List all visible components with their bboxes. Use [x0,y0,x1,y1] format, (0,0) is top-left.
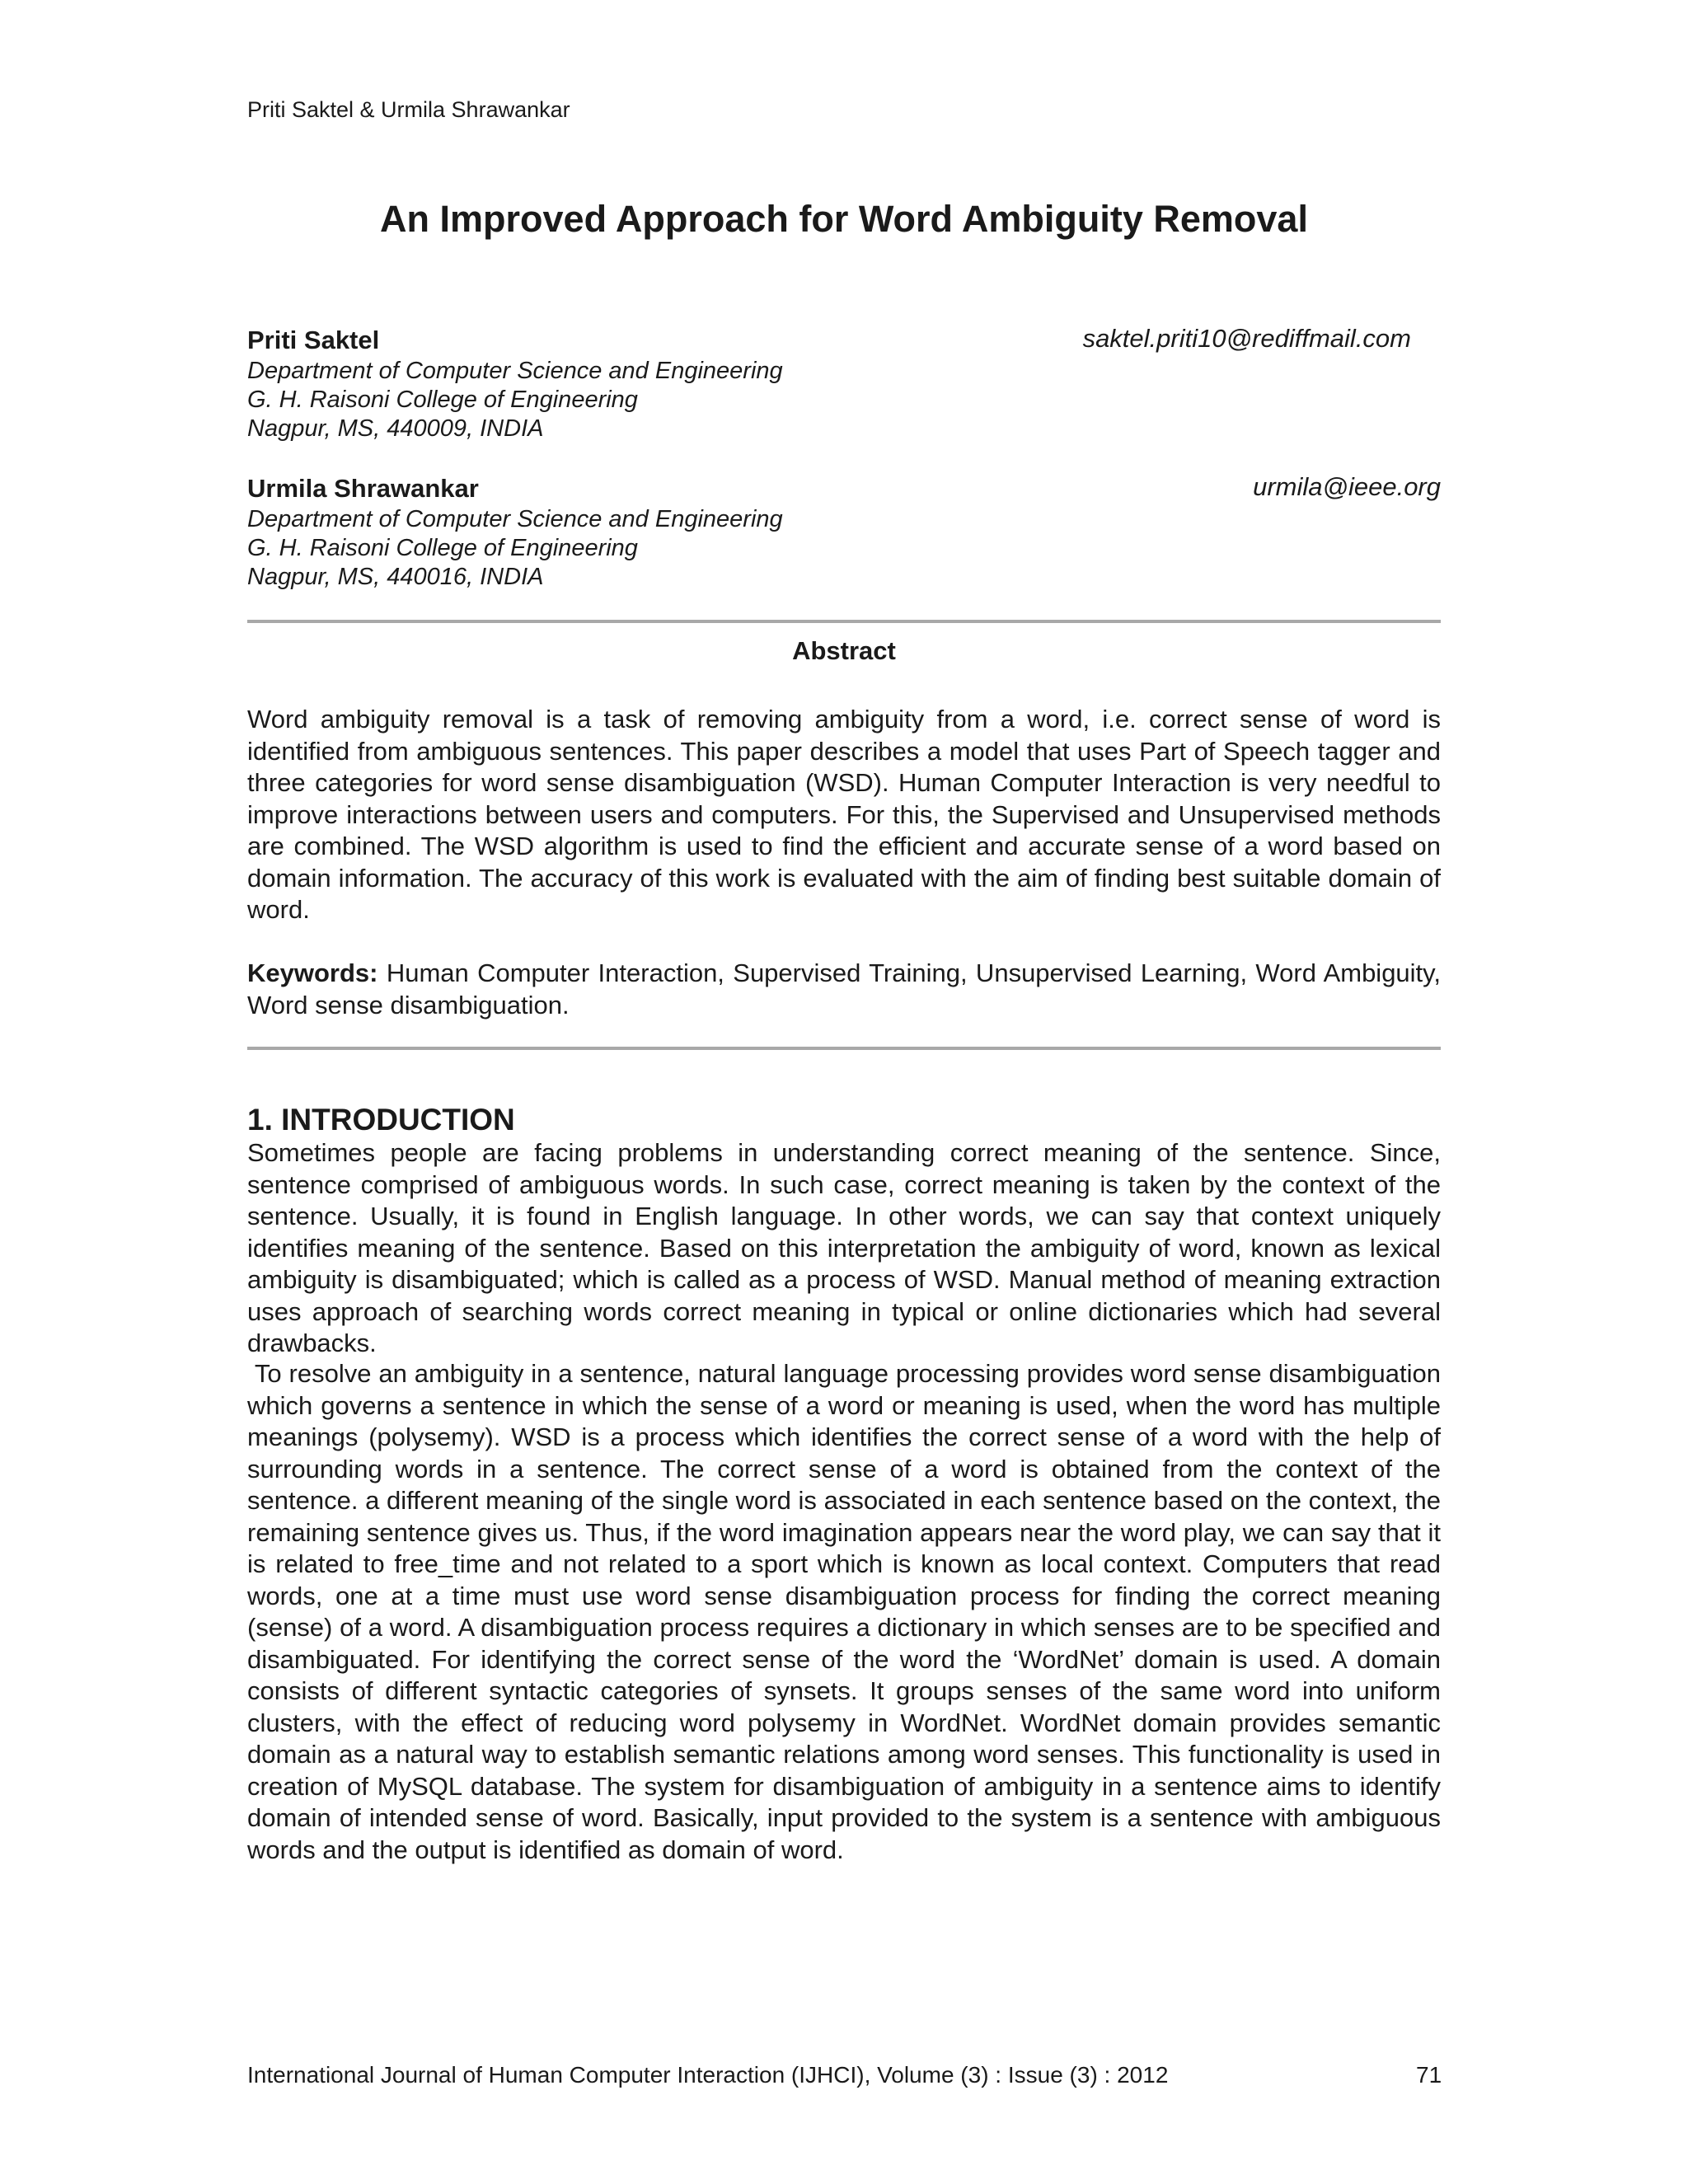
author-department: Department of Computer Science and Engineering [247,506,783,532]
author-location: Nagpur, MS, 440016, INDIA [247,564,544,590]
intro-paragraph-2: To resolve an ambiguity in a sentence, natural language processing provides word sense disambiguation which governs a sentence in which the sense of a word or meaning is used, when the word has multiple meanings (polysemy). WSD is a process which identifies the correct sense of a word with the help of surrounding words in a sentence. The correct sense of a word is obtained from the context of the sentence. a different meaning of the single word is associated in each sentence based on the context, the remaining sentence gives us. Thus, if the word imagination appears near the word play, we can say that it is related to free_time and not related to a sport which is known as local context. Computers that read words, one at a time must use word sense disambiguation process for finding the correct meaning (sense) of a word. A disambiguation process requires a dictionary in which senses are to be specified and disambiguated. For identifying the correct sense of the word the ‘WordNet’ domain is used. A domain consists of different syntactic categories of synsets. It groups senses of the same word into uniform clusters, with the effect of reducing word polysemy in WordNet. WordNet domain provides semantic domain as a natural way to establish semantic relations among word senses. This functionality is used in creation of MySQL database. The system for disambiguation of ambiguity in a sentence aims to identify domain of intended sense of word. Basically, input provided to the system is a sentence with ambiguous words and the output is identified as domain of word. [247,1359,1448,1864]
author-college: G. H. Raisoni College of Engineering [247,535,638,561]
page-number: 71 [1416,2062,1442,2088]
author-name: Priti Saktel [247,326,380,354]
author-name: Urmila Shrawankar [247,474,479,503]
footer-journal: International Journal of Human Computer Interaction (IJHCI), Volume (3) : Issue (3) : 2012 [247,2062,1169,2088]
keywords [247,958,1441,1021]
author-block-2 [247,472,1441,592]
author-college: G. H. Raisoni College of Engineering [247,387,638,413]
author-email[interactable]: saktel.priti10@rediffmail.com [1082,324,1411,353]
abstract-top-rule [247,620,1441,623]
section-heading-introduction: 1. INTRODUCTION [247,1103,515,1137]
keywords-label: Keywords: [247,958,378,987]
author-block-1 [247,324,1434,443]
author-location: Nagpur, MS, 440009, INDIA [247,415,544,442]
author-department: Department of Computer Science and Engineering [247,358,783,384]
intro-paragraph-1: Sometimes people are facing problems in understanding correct meaning of the sentence. Since, sentence comprised of ambiguous words. In such case, correct meaning is taken by the context of the sentence. Usually, it is found in English language. In other words, we can say that context uniquely identifies meaning of the sentence. Based on this interpretation the ambiguity of word, known as lexical ambiguity is disambiguated; which is called as a process of WSD. Manual method of meaning extraction uses approach of searching words correct meaning in typical or online dictionaries which had several drawbacks. [247,1138,1441,1357]
author-email[interactable]: urmila@ieee.org [1253,472,1441,501]
paper-title: An Improved Approach for Word Ambiguity Removal [380,198,1308,240]
abstract-bottom-rule [247,1047,1441,1050]
abstract-heading: Abstract [792,636,896,665]
abstract-text: Word ambiguity removal is a task of removing ambiguity from a word, i.e. correct sense of word is identified from ambiguous sentences. This paper describes a model that uses Part of Speech tagger and three categories for word sense disambiguation (WSD). Human Computer Interaction is very needful to improve interactions between users and computers. For this, the Supervised and Unsupervised methods are combined. The WSD algorithm is used to find the efficient and accurate sense of a word based on domain information. The accuracy of this work is evaluated with the aim of finding best suitable domain of word. [247,705,1441,924]
running-head: Priti Saktel & Urmila Shrawankar [247,97,570,122]
keywords-text: Human Computer Interaction, Supervised Training, Unsupervised Learning, Word Ambiguity, Word sense disambiguation. [247,958,1441,1019]
